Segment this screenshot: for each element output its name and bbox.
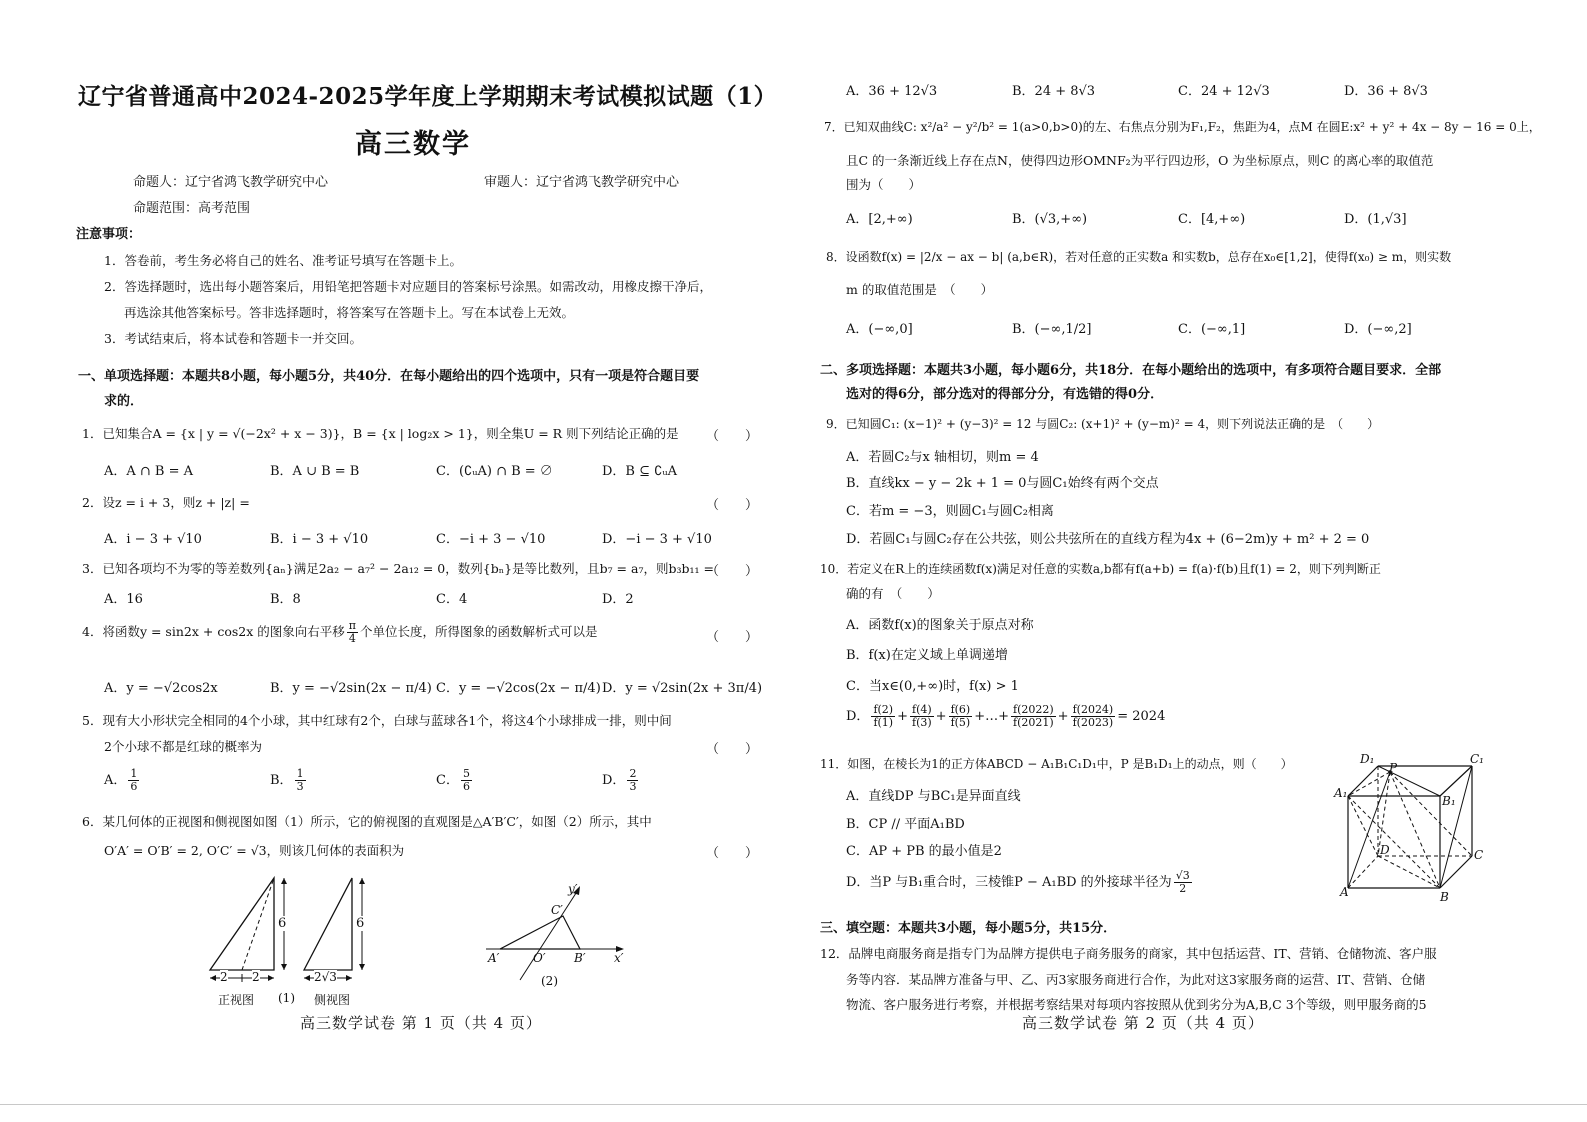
q10-d-term4-den: f(2021) [1013,716,1054,729]
q6-answer-paren: （ ） [706,846,759,861]
q3-answer-paren: （ ） [706,564,759,579]
q7-option-c: C．[4,+∞) [1178,212,1246,227]
q5-option-a [104,768,141,793]
q11-stem: 11．如图，在棱长为1的正方体ABCD − A₁B₁C₁D₁中，P 是B₁D₁上的动点，则（ ） [820,757,1293,771]
q2-answer-paren: （ ） [706,498,759,513]
fig1-dim-width-left: 2 [220,970,228,984]
front-view-triangle [210,878,274,970]
q4-stem-after: 个单位长度，所得图象的函数解析式可以是 [359,624,598,639]
exam-page-1 [0,0,790,1122]
q10-stem: 10．若定义在R上的连续函数f(x)满足对任意的实数a,b都有f(a+b) = f(a)·f(b)且f(1) = 2，则下列判断正 [820,562,1381,576]
q12-stem-cont: 务等内容．某品牌方准备与甲、乙、丙3家服务商进行合作，为此对这3家服务商的运营、IT、营销、仓储 [846,972,1426,987]
q7-stem-cont: 且C 的一条渐近线上存在点N，使得四边形OMNF₂为平行四边形，O 为坐标原点，则C 的离心率的取值范 [846,153,1434,168]
q4-shift-num: π [348,619,356,632]
q2-option-b: B．i − 3 + √10 [270,532,369,547]
q5-option-c-num: 5 [462,767,470,780]
q10-d-term2-num: f(4) [912,703,932,716]
cube-label-d1: D₁ [1360,752,1375,766]
q10-d-term1-num: f(2) [873,703,894,716]
q7-option-a: A．[2,+∞) [846,212,913,227]
q3-option-d: D．2 [602,592,634,607]
note-1: 1．答卷前，考生务必将自己的姓名、准考证号填写在答题卡上。 [104,253,462,268]
fig1-dim-height-front: 6 [278,916,287,931]
q6-option-b: B．24 + 8√3 [1012,84,1096,99]
q7-stem-cont2: 围为（ ） [846,177,922,192]
q9-option-b: B．直线kx − y − 2k + 1 = 0与圆C₁始终有两个交点 [846,476,1159,491]
q1-option-a: A．A ∩ B = A [104,464,194,479]
q10-option-d: D． $\frac{f(2)}{f(1)}$ + $\frac{f(4)}{f(3)}$ + $\frac{f(6)}{f(5)}$ +…+ $\frac{f(2022)}{f(2021)}$ + $\frac{f(2024)}{f(2023)}$ = 2024 [846,703,1166,729]
section-1-heading-cont: 求的． [104,394,144,409]
q9-option-d: D．若圆C₁与圆C₂存在公共弦，则公共弦所在的直线方程为4x + (6−2m)y + m² + 2 = 0 [846,532,1370,547]
q4-shift-fraction [347,620,358,645]
y-axis [520,890,578,980]
fig1-dim-width-side: 2√3 [314,970,337,984]
section-2-heading: 二、多项选择题：本题共3小题，每小题6分，共18分．在每小题给出的选项中，有多项符合题目要求．全部 [820,363,1442,378]
q2-option-d: D．−i − 3 + √10 [602,532,712,547]
fig1-dim-width-right: 2 [252,970,260,984]
q5-option-b-num: 1 [296,767,304,780]
q10-d-term5-num: f(2024) [1072,703,1114,716]
cube-label-c1: C₁ [1470,752,1484,766]
cube-label-c: C [1474,848,1484,862]
q4-option-c: C．y = −√2cos(2x − π/4) [436,681,601,696]
q1-stem: 1．已知集合A = {x | y = √(−2x² + x − 3)}，B = {x | log₂x > 1}，则全集U = R 则下列结论正确的是 [82,426,679,441]
q4-shift-den: 4 [348,632,356,645]
q5-stem-cont: 2个小球不都是红球的概率为 [104,739,262,754]
fig2-label-b: B′ [574,951,586,965]
note-2: 2．答选择题时，选出每小题答案后，用铅笔把答题卡对应题目的答案标号涂黑。如需改动，用橡皮擦干净后， [104,279,712,294]
q1-option-b: B．A ∪ B = B [270,464,360,479]
q5-option-c-den: 6 [462,780,470,793]
cube-label-a: A [1340,885,1349,899]
q2-option-c: C．−i + 3 − √10 [436,532,546,547]
figure-1-three-views [200,872,380,1007]
cube-label-d: D [1380,843,1390,857]
page-bottom-border [0,1104,1587,1105]
q7-option-b: B．(√3,+∞) [1012,212,1088,227]
q10-d-term1-den: f(1) [873,716,894,729]
note-2-cont: 再选涂其他答案标号。答非选择题时，将答案写在答题卡上。写在本试卷上无效。 [124,305,575,320]
q8-option-a: A．(−∞,0] [846,322,913,337]
q4-stem [82,620,598,645]
author-label: 命题人：辽宁省鸿飞教学研究中心 [133,175,329,190]
fig1-label-front: 正视图 [218,993,255,1007]
q7-option-d: D．(1,√3] [1344,212,1407,227]
q5-option-d-label: D． [602,773,626,788]
section-2-heading-cont: 选对的得6分，部分选对的得部分分，有选错的得0分． [846,387,1164,402]
q11-option-d-text: D．当P 与B₁重合时，三棱锥P − A₁BD 的外接球半径为 [846,875,1172,890]
fig2-label-number: (2) [541,974,558,988]
q3-stem: 3．已知各项均不为零的等差数列{aₙ}满足2a₂ − a₇² − 2a₁₂ = 0，数列{bₙ}是等比数列，且b₇ = a₇，则b₃b₁₁ = [82,561,714,576]
q5-option-c-label: C． [436,773,459,788]
q4-answer-paren: （ ） [706,630,759,645]
q5-option-d-den: 3 [629,780,637,793]
q5-option-a-den: 6 [130,780,138,793]
cube-label-b: B [1440,890,1449,904]
q8-stem-cont: m 的取值范围是 （ ） [846,282,994,297]
page-2-footer: 高三数学试卷 第 2 页（共 4 页） [1022,1014,1264,1032]
q11-option-c: C．AP + PB 的最小值是2 [846,844,1002,859]
q8-option-b: B．(−∞,1/2] [1012,322,1092,337]
q8-option-c: C．(−∞,1] [1178,322,1246,337]
q1-option-c: C．(∁ᵤA) ∩ B = ∅ [436,464,553,479]
cube-figure [1336,752,1496,902]
q5-option-a-label: A． [104,773,127,788]
fig2-label-c: C′ [551,903,563,917]
fig1-label-side: 侧视图 [314,993,351,1007]
q6-stem: 6．某几何体的正视图和侧视图如图（1）所示，它的俯视图的直观图是△A′B′C′，如图（2）所示，其中 [82,814,652,829]
q2-stem: 2．设z = i + 3，则z + |z| = [82,495,250,510]
q4-option-a: A．y = −√2cos2x [104,681,218,696]
cube-label-b1: B₁ [1442,794,1456,808]
q9-stem: 9．已知圆C₁: (x−1)² + (y−3)² = 12 与圆C₂: (x+1)² + (y−m)² = 4，则下列说法正确的是 （ ） [826,417,1380,431]
q10-option-b: B．f(x)在定义域上单调递增 [846,648,1008,663]
fig2-label-x: x′ [614,951,624,965]
q5-option-c [436,768,474,793]
q6-option-c: C．24 + 12√3 [1178,84,1270,99]
triangle-abc [500,916,580,949]
q5-option-b-label: B． [270,773,293,788]
q12-stem-cont2: 物流、客户服务进行考察，并根据考察结果对每项内容按照从优到劣分为A,B,C 3个等级，则甲服务商的5 [846,997,1427,1012]
q6-option-a: A．36 + 12√3 [846,84,938,99]
q10-d-term4-num: f(2022) [1013,703,1054,716]
fig2-label-o: O′ [533,951,546,965]
scope-label: 命题范围：高考范围 [133,201,251,216]
cube-label-a1: A₁ [1334,786,1348,800]
q1-answer-paren: （ ） [706,429,759,444]
q8-option-d: D．(−∞,2] [1344,322,1412,337]
reviewer-label: 审题人：辽宁省鸿飞教学研究中心 [484,175,680,190]
q10-d-term5-den: f(2023) [1072,716,1114,729]
side-view-triangle [304,878,352,970]
fig1-label-number: (1) [278,991,295,1005]
q6-option-d: D．36 + 8√3 [1344,84,1428,99]
notes-heading: 注意事项： [76,227,142,242]
exam-page-2 [800,0,1587,1122]
q11-option-a: A．直线DP 与BC₁是异面直线 [846,789,1021,804]
q10-option-d-result: = 2024 [1117,709,1166,724]
q2-option-a: A．i − 3 + √10 [104,532,202,547]
q11-option-b: B．CP // 平面A₁BD [846,817,965,832]
exam-subject: 高三数学 [355,129,471,160]
section-1-heading: 一、单项选择题：本题共8小题，每小题5分，共40分．在每小题给出的四个选项中，只有一项是符合题目要 [78,369,700,384]
q9-option-c: C．若m = −3，则圆C₁与圆C₂相离 [846,504,1054,519]
note-3: 3．考试结束后，将本试卷和答题卡一并交回。 [104,331,362,346]
q10-d-term3-den: f(5) [950,716,971,729]
q10-option-d-label: D． [846,709,870,724]
q10-stem-cont: 确的有 （ ） [846,586,940,601]
front-view-hidden-edge [242,878,274,970]
cube-label-p: P [1389,761,1398,775]
q5-option-a-num: 1 [130,767,138,780]
q8-stem: 8．设函数f(x) = |2/x − ax − b| (a,b∈R)，若对任意的正实数a 和实数b，总存在x₀∈[1,2]，使得f(x₀) ≥ m，则实数 [826,250,1452,264]
section-3-heading: 三、填空题：本题共3小题，每小题5分，共15分． [820,921,1117,936]
q7-stem: 7．已知双曲线C: x²/a² − y²/b² = 1(a>0,b>0)的左、右焦点分别为F₁,F₂，焦距为4，点M 在圆E:x² + y² + 4x − 8y − 16 = 0上， [824,120,1541,134]
q5-option-b [270,768,308,793]
q12-stem: 12．品牌电商服务商是指专门为品牌方提供电子商务服务的商家，其中包括运营、IT、营销、仓储物流、客户服 [820,946,1437,961]
fig2-label-a: A′ [488,951,500,965]
q4-stem-before: 4．将函数y = sin2x + cos2x 的图象向右平移 [82,624,345,639]
q11-option-d-num: √3 [1175,869,1190,882]
q1-option-d: D．B ⊆ ∁ᵤA [602,464,677,479]
q5-option-d [602,768,640,793]
fig1-dim-height-side: 6 [356,916,365,931]
q3-option-b: B．8 [270,592,301,607]
q3-option-c: C．4 [436,592,468,607]
q3-option-a: A．16 [104,592,143,607]
q5-option-b-den: 3 [296,780,304,793]
page-1-footer: 高三数学试卷 第 1 页（共 4 页） [300,1014,542,1032]
q4-option-d: D．y = √2sin(2x + 3π/4) [602,681,763,696]
q9-option-a: A．若圆C₂与x 轴相切，则m = 4 [846,450,1039,465]
q6-stem-cont: O′A′ = O′B′ = 2, O′C′ = √3，则该几何体的表面积为 [104,843,405,858]
q10-d-term2-den: f(3) [912,716,932,729]
q10-d-term3-num: f(6) [950,703,971,716]
exam-title: 辽宁省普通高中2024-2025学年度上学期期末考试模拟试题（1） [78,83,778,110]
fig2-label-y: y′ [568,882,578,896]
q11-option-d-den: 2 [1179,882,1187,895]
q5-answer-paren: （ ） [706,742,759,757]
q5-stem: 5．现有大小形状完全相同的4个小球，其中红球有2个，白球与蓝球各1个，将这4个小球排成一排，则中间 [82,713,672,728]
q10-option-c: C．当x∈(0,+∞)时，f(x) > 1 [846,679,1019,694]
q5-option-d-num: 2 [629,767,637,780]
q4-option-b: B．y = −√2sin(2x − π/4) [270,681,432,696]
q10-option-a: A．函数f(x)的图象关于原点对称 [846,618,1034,633]
q11-option-d [846,870,1194,895]
